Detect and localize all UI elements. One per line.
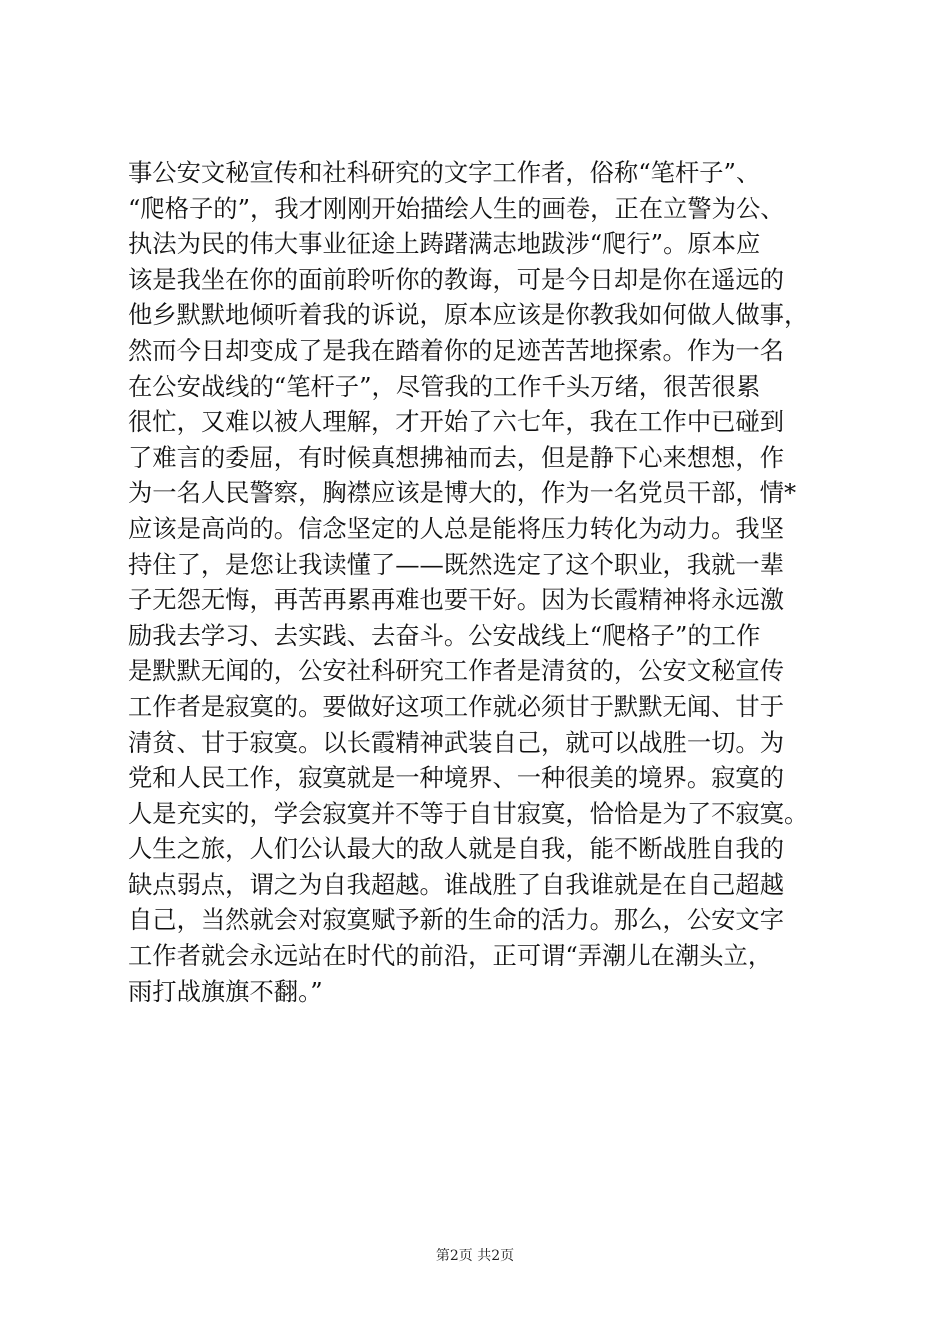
text-line: 子无怨无悔，再苦再累再难也要干好。因为长霞精神将永远激 xyxy=(128,585,785,615)
text-line: 执法为民的伟大事业征途上踌躇满志地跋涉“爬行”。原本应 xyxy=(128,229,761,259)
text-line: 然而今日却变成了是我在踏着你的足迹苦苦地探索。作为一名 xyxy=(128,335,785,365)
text-line: 党和人民工作，寂寞就是一种境界、一种很美的境界。寂寞的 xyxy=(128,763,785,793)
text-line: 励我去学习、去实践、去奋斗。公安战线上“爬格子”的工作 xyxy=(128,620,761,650)
body-text xyxy=(128,155,848,1009)
text-line: 自己，当然就会对寂寞赋予新的生命的活力。那么，公安文字 xyxy=(128,905,785,935)
text-line: 雨打战旗旗不翻。” xyxy=(128,976,323,1006)
text-line: 人是充实的，学会寂寞并不等于自甘寂寞，恰恰是为了不寂寞。 xyxy=(128,798,809,828)
text-line: 人生之旅，人们公认最大的敌人就是自我，能不断战胜自我的 xyxy=(128,834,785,864)
text-line: 是默默无闻的，公安社科研究工作者是清贫的，公安文秘宣传 xyxy=(128,656,785,686)
text-line: 工作者是寂寞的。要做好这项工作就必须甘于默默无闻、甘于 xyxy=(128,691,785,721)
text-line: “爬格子的”，我才刚刚开始描绘人生的画卷，正在立警为公、 xyxy=(128,193,785,223)
text-line: 缺点弱点，谓之为自我超越。谁战胜了自我谁就是在自己超越 xyxy=(128,869,785,899)
text-line: 清贫、甘于寂寞。以长霞精神武装自己，就可以战胜一切。为 xyxy=(128,727,785,757)
text-line: 他乡默默地倾听着我的诉说，原本应该是你教我如何做人做事， xyxy=(128,300,809,330)
text-line: 持住了，是您让我读懂了——既然选定了这个职业，我就一辈 xyxy=(128,549,785,579)
text-line: 了难言的委屈，有时候真想拂袖而去，但是静下心来想想，作 xyxy=(128,442,785,472)
text-line: 该是我坐在你的面前聆听你的教诲，可是今日却是你在遥远的 xyxy=(128,264,785,294)
text-line: 在公安战线的“笔杆子”，尽管我的工作千头万绪，很苦很累 xyxy=(128,371,761,401)
text-line: 为一名人民警察，胸襟应该是博大的，作为一名党员干部，情* xyxy=(128,478,797,508)
text-line: 工作者就会永远站在时代的前沿，正可谓“弄潮儿在潮头立， xyxy=(128,941,773,971)
text-line: 事公安文秘宣传和社科研究的文字工作者，俗称“笔杆子”、 xyxy=(128,158,761,187)
text-line: 很忙，又难以被人理解，才开始了六七年，我在工作中已碰到 xyxy=(128,407,785,437)
page-number-footer: 第2页 共2页 xyxy=(435,1248,515,1264)
text-line: 应该是高尚的。信念坚定的人总是能将压力转化为动力。我坚 xyxy=(128,513,785,543)
